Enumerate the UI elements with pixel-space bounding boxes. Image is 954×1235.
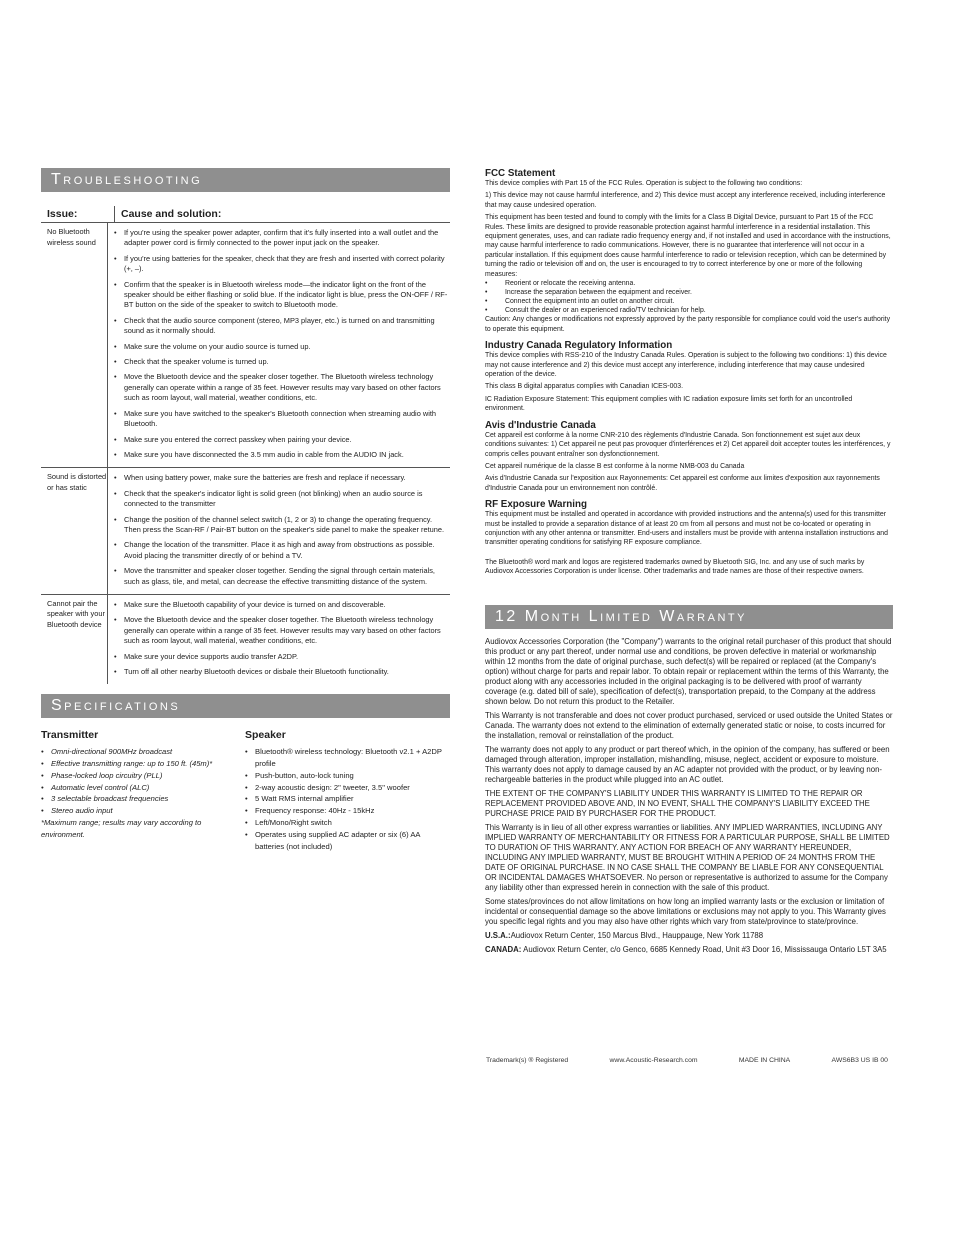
spec-item — [245, 817, 450, 829]
specifications-section — [41, 730, 450, 852]
bullet: • — [485, 289, 488, 297]
solution-text: Make sure your device supports audio transfer A2DP. — [124, 651, 299, 661]
bullet: • — [41, 782, 44, 792]
bullet: • — [114, 667, 117, 676]
solution-item — [114, 357, 450, 367]
solutions-cell — [108, 595, 450, 684]
solution-item — [114, 489, 450, 510]
bullet: • — [41, 759, 44, 768]
troubleshooting-row — [41, 468, 450, 595]
solution-text: Make sure the Bluetooth capability of your device is turned on and discoverable. — [124, 599, 386, 609]
spec-text: Left/Mono/Right switch — [255, 817, 332, 827]
solution-text: When using battery power, make sure the batteries are fresh and replace if necessary. — [124, 473, 406, 483]
industry-canada-text: This class B digital apparatus complies with Canadian ICES-003. — [485, 383, 684, 391]
solutions-cell — [108, 468, 450, 594]
bullet: • — [114, 566, 117, 576]
fcc-measures-list — [485, 279, 893, 315]
warranty-paragraph: THE EXTENT OF THE COMPANY'S LIABILITY UNDER THIS WARRANTY IS LIMITED TO THE REPAIR OR REPLACEMENT PROVIDED ABOVE AND, IN NO EVENT, SHALL THE COMPANY'S LIABILITY EXCEED THE PURCHASE PRICE PAID BY PURCHASER FOR THE PRODUCT. — [485, 788, 870, 818]
bullet: • — [41, 806, 44, 816]
industry-canada-text: IC Radiation Exposure Statement: This equipment complies with IC radiation exposure limits set forth for an uncontrolled environment. — [485, 395, 853, 413]
solution-text: Change the position of the channel select switch (1, 2 or 3) to change the operating frequency. Then press the Scan-RF / Pair-BT button on the speaker's side panel to make the speaker retune. — [124, 514, 445, 534]
bullet: • — [114, 434, 117, 444]
troubleshooting-row — [41, 595, 450, 684]
avis-heading: Avis d'Industrie Canada — [485, 419, 596, 431]
fcc-caution: Caution: Any changes or modifications not expressly approved by the party responsible for compliance could void the user's authority to operate this equipment. — [485, 316, 891, 333]
rf-heading: RF Exposure Warning — [485, 499, 587, 511]
industry-canada-heading: Industry Canada Regulatory Information — [485, 340, 673, 352]
warranty-banner: 12 Month Limited Warranty — [485, 605, 893, 629]
troubleshooting-table-header — [41, 206, 450, 223]
solution-text: Make sure you have switched to the speaker's Bluetooth connection when streaming audio with Bluetooth. — [124, 408, 436, 429]
bullet: • — [114, 228, 117, 237]
bullet: • — [114, 599, 117, 609]
warranty-paragraph: Audiovox Accessories Corporation (the "Company") warrants to the original retail purchaser of this product that should this product or any part thereof, under normal use and conditions, be proven defective in material or workmanship within 12 months from the date of original purchase, such defect(s) will be repaired or replaced (at the Company's option) without charge for parts and repair labor. To obtain repair or replacement within the terms of this Warranty, the product along with any accessories included in the original packaging is to be delivered with proof of warranty coverage (e.g. dated bill of sale), specification of defect(s), transportation prepaid, to the Company at the address shown below. Do not return this product to the Retailer. — [485, 636, 892, 706]
bullet: • — [485, 280, 488, 288]
bullet: • — [245, 782, 248, 792]
spec-item — [41, 793, 245, 805]
bullet: • — [114, 279, 117, 289]
spec-item — [41, 805, 245, 817]
canada-address-text: Audiovox Return Center, c/o Genco, 6685 Kennedy Road, Unit #3 Door 16, Mississauga Ontario L5T 3A5 — [521, 944, 887, 954]
speaker-list — [245, 746, 450, 852]
bullet: • — [245, 794, 248, 804]
trademark-text: The Bluetooth® word mark and logos are registered trademarks owned by Bluetooth SIG, Inc. and any use of such marks by Audiovox Accessories Corporation is under license. Other trademarks and trade names are those of their respective owners. — [485, 558, 865, 576]
usa-label: U.S.A.: — [485, 930, 511, 940]
avis-text: Cet appareil numérique de la classe B est conforme à la norme NMB-003 du Canada — [485, 462, 745, 470]
solution-text: Check that the speaker's indicator light is solid green (not blinking) when an audio source is connected to the transmitter — [124, 488, 423, 509]
warranty-paragraph: This Warranty is not transferable and does not cover product purchased, serviced or used outside the United States or Canada. The warranty does not extend to the elimination of externally generated static or noise, to costs incurred for the installation, removal or reinstallation of the product. — [485, 710, 893, 740]
bullet: • — [114, 651, 117, 661]
bullet: • — [114, 540, 117, 550]
footer-trademark: Trademark(s) ® Registered — [486, 1057, 569, 1064]
solution-item — [114, 515, 450, 536]
spec-text: Bluetooth® wireless technology: Bluetooth v2.1 + A2DP profile — [255, 747, 442, 768]
solution-text: Change the location of the transmitter. Place it as high and away from obstructions as possible. Avoid placing the transmitter directly of or behind a TV. — [124, 540, 435, 560]
fcc-measure — [485, 279, 893, 288]
bullet: • — [485, 298, 488, 306]
spec-text: Operates using supplied AC adapter or six (6) AA batteries (not included) — [255, 829, 421, 851]
spec-item — [41, 782, 245, 794]
left-column — [41, 168, 450, 852]
right-column — [485, 168, 893, 959]
warranty-paragraph: The warranty does not apply to any product or part thereof which, in the opinion of the company, has suffered or been damaged through alteration, improper installation, mishandling, misuse, neglect, accident or exposure to moisture. This warranty does not apply to damage caused by an AC adapter not provided with the product, or by leaving non-rechargeable batteries in the product while plugged into an AC outlet. — [485, 744, 890, 784]
bullet: • — [114, 473, 117, 483]
bullet: • — [245, 817, 248, 827]
solution-item — [114, 280, 450, 311]
solution-item — [114, 372, 450, 403]
spec-text: Push-button, auto-lock tuning — [255, 770, 354, 780]
solution-text: Confirm that the speaker is in Bluetooth wireless mode—the indicator light on the front of the speaker should be either flashing or solid blue. If the indicator light is blue, press the ON-OFF / RF-BT button on the side of the speaker to switch to Bluetooth mode. — [124, 279, 448, 310]
usa-address-text: Audiovox Return Center, 150 Marcus Blvd., Hauppauge, New York 11788 — [510, 930, 764, 940]
fcc-measure — [485, 306, 893, 315]
fcc-text: This device complies with Part 15 of the FCC Rules. Operation is subject to the following two conditions: — [485, 180, 803, 187]
transmitter-specs — [41, 730, 245, 852]
bullet: • — [245, 747, 248, 757]
warranty-body — [485, 637, 893, 927]
transmitter-note: *Maximum range; results may vary according to environment. — [41, 817, 202, 839]
spec-text: 3 selectable broadcast frequencies — [51, 794, 169, 804]
fcc-measure-text: Connect the equipment into an outlet on another circuit. — [505, 298, 675, 306]
spec-text: Phase-locked loop circuitry (PLL) — [51, 770, 163, 780]
solution-text: Make sure you entered the correct passkey when pairing your device. — [124, 434, 352, 444]
spec-item — [245, 805, 450, 817]
spec-item — [245, 746, 450, 770]
fcc-text: 1) This device may not cause harmful interference, and 2) This device must accept any interference received, including interference that may cause undesired operation. — [485, 192, 886, 209]
fcc-text: This equipment has been tested and found to comply with the limits for a Class B Digital Device, pursuant to Part 15 of the FCC Rules. These limits are designed to provide reasonable protection against harmful interference in a residential installation. This equipment generates, uses, and can radiate radio frequency energy and, if not installed and used in accordance with the instructions, may cause harmful interference to radio communications. However, there is no guarantee that interference will not occur in a particular installation. If this equipment does cause harmful interference to radio or television reception, which can be determined by turning the radio or television off and on, the user is encouraged to try to correct interference by one or more of the following measures: — [485, 214, 891, 278]
solution-item — [114, 316, 450, 337]
issue-cell: Sound is distorted or has static — [41, 468, 108, 594]
bullet: • — [114, 372, 117, 382]
troubleshooting-row — [41, 223, 450, 468]
spec-text: 5 Watt RMS internal amplifier — [255, 794, 354, 804]
spec-item — [245, 770, 450, 782]
bullet: • — [114, 514, 117, 524]
fcc-measure-text: Consult the dealer or an experienced radio/TV technician for help. — [505, 307, 706, 315]
fcc-measure — [485, 288, 893, 297]
spec-item — [41, 770, 245, 782]
transmitter-list — [41, 746, 245, 817]
canada-label: CANADA: — [485, 944, 522, 954]
warranty-paragraph: This Warranty is in lieu of all other express warranties or liabilities. ANY IMPLIED WARRANTIES, INCLUDING ANY IMPLIED WARRANTY OF MERCHANTABILITY OR FITNESS FOR A PARTICULAR PURPOSE, SHALL BE LIMITED TO DURATION OF THIS WARRANTY. ANY ACTION FOR BREACH OF ANY WARRANTY HEREUNDER, INCLUDING ANY IMPLIED WARRANTY, MUST BE BROUGHT WITHIN A PERIOD OF 24 MONTHS FROM THE DATE OF ORIGINAL PURCHASE. IN NO CASE SHALL THE COMPANY BE LIABLE FOR ANY CONSEQUENTIAL OR INCIDENTAL DAMAGES WHATSOEVER. No person or representative is authorized to assume for the Company any liability other than expressed herein in connection with the sale of this product. — [485, 822, 890, 892]
speaker-heading: Speaker — [245, 729, 286, 742]
solution-text: Move the transmitter and speaker closer together. Sending the signal through certain materials, such as glass, tile, and metal, can decrease the effective transmitting distance of the system. — [124, 566, 435, 586]
bullet: • — [114, 357, 117, 367]
footer-made-in: MADE IN CHINA — [738, 1057, 791, 1064]
solution-item — [114, 652, 450, 662]
bullet: • — [41, 770, 44, 780]
solution-text: Check that the speaker volume is turned up. — [124, 357, 269, 367]
solution-item — [114, 540, 450, 561]
cause-column-header: Cause and solution: — [121, 208, 222, 220]
bullet: • — [245, 829, 248, 839]
solution-text: Turn off all other nearby Bluetooth devices or disbale their Bluetooth functionality. — [124, 667, 389, 676]
solution-item — [114, 228, 450, 249]
avis-text: Cet appareil est conforme à la norme CNR-210 des règlements d'Industrie Canada. Son fonctionnement est sujet aux deux conditions suivantes: 1) Cet appareil ne peut pas provoquer d'interférences et 2) Cet appareil doit accepter toutes les interférences, y compris celles pouvant entraîner son dysfonctionnement. — [485, 431, 891, 458]
fcc-measure — [485, 297, 893, 306]
solution-item — [114, 409, 450, 430]
bullet: • — [245, 770, 248, 780]
bullet: • — [114, 449, 117, 459]
solution-text: Move the Bluetooth device and the speaker closer together. The Bluetooth wireless technology generally can operate within a range of 35 feet. However results may vary based on other factors such as room layout, wall material, weather conditions, etc. — [124, 372, 441, 403]
bullet: • — [114, 341, 117, 351]
bullet: • — [114, 488, 117, 498]
solution-item — [114, 254, 450, 275]
issue-cell: No Bluetooth wireless sound — [41, 223, 108, 467]
solution-text: Make sure the volume on your audio source is turned up. — [124, 341, 311, 351]
spec-item — [245, 782, 450, 794]
warranty-paragraph: Some states/provinces do not allow limitations on how long an implied warranty lasts or the exclusion or limitation of incidental or consequential damage so the above limitations or exclusions may not apply to you. This Warranty gives you specific legal rights and you may also have other rights which vary from state/province to state/province. — [485, 896, 886, 926]
spec-text: Automatic level control (ALC) — [51, 782, 150, 792]
specifications-banner: Specifications — [41, 694, 450, 718]
solutions-cell — [108, 223, 450, 467]
footer — [486, 1057, 888, 1064]
spec-text: Omni-directional 900MHz broadcast — [51, 747, 173, 757]
bullet: • — [114, 253, 117, 263]
bullet: • — [114, 408, 117, 418]
solution-item — [114, 667, 450, 677]
solution-item — [114, 473, 450, 483]
solution-item — [114, 450, 450, 460]
spec-item — [245, 829, 450, 853]
solution-text: Make sure you have disconnected the 3.5 mm audio in cable from the AUDIO IN jack. — [124, 449, 404, 459]
bullet: • — [41, 747, 44, 757]
fcc-measure-text: Increase the separation between the equipment and receiver. — [505, 289, 692, 297]
issue-column-header: Issue: — [41, 206, 115, 222]
bullet: • — [114, 615, 117, 625]
solution-text: Move the Bluetooth device and the speaker closer together. The Bluetooth wireless technology generally can operate within a range of 35 feet. However results may vary based on other factors such as room layout, wall material, weather conditions, etc. — [124, 615, 441, 646]
solution-item — [114, 600, 450, 610]
spec-text: 2-way acoustic design: 2" tweeter, 3.5" woofer — [255, 782, 410, 792]
solution-text: If you're using the speaker power adapter, confirm that it's fully inserted into a wall outlet and the adapter power cord is firmly connected to the power input jack on the speaker. — [124, 228, 439, 248]
solution-text: If you're using batteries for the speaker, check that they are fresh and inserted with correct polarity (+, –). — [124, 253, 445, 274]
spec-item — [41, 758, 245, 770]
spec-text: Frequency response: 40Hz - 15kHz — [255, 806, 375, 816]
industry-canada-text: This device complies with RSS-210 of the Industry Canada Rules. Operation is subject to the following two conditions: 1) this device may not cause interference and 2) this device must accept any interference, including interference that may cause undesired operation of the device. — [485, 352, 887, 379]
solution-text: Check that the audio source component (stereo, MP3 player, etc.) is turned on and transmitting sound as it normally should. — [124, 315, 435, 336]
issue-cell: Cannot pair the speaker with your Bluetooth device — [41, 595, 108, 684]
spec-text: Stereo audio input — [51, 806, 113, 816]
canada-address — [485, 945, 893, 955]
bullet: • — [485, 307, 488, 315]
bullet: • — [41, 794, 44, 804]
footer-website: www.Acoustic-Research.com — [609, 1057, 698, 1064]
bullet: • — [114, 315, 117, 325]
spec-item — [41, 746, 245, 758]
rf-text: This equipment must be installed and operated in accordance with provided instructions and the antenna(s) used for this transmitter must be installed to provide a separation distance of at least 20 cm from all persons and must not be co-located or operating in conjunction with any other antenna or transmitter. End-users and installers must be provide with antenna installation instructions and transmitter operating conditions for satisfying RF exposure compliance. — [485, 511, 888, 547]
avis-text: Avis d'Industrie Canada sur l'exposition aux Rayonnements: Cet appareil est conforme aux limites d'exposition aux rayonnements d'Industrie Canada pour un environnement non contrôlé. — [485, 475, 880, 492]
troubleshooting-banner: Troubleshooting — [41, 168, 450, 192]
troubleshooting-table-body — [41, 223, 450, 684]
solution-item — [114, 435, 450, 445]
transmitter-heading: Transmitter — [41, 729, 99, 742]
bullet: • — [245, 806, 248, 816]
usa-address — [485, 931, 893, 941]
solution-item — [114, 566, 450, 587]
spec-item — [245, 793, 450, 805]
solution-item — [114, 342, 450, 352]
spec-text: Effective transmitting range: up to 150 ft. (45m)* — [51, 759, 213, 768]
solution-item — [114, 615, 450, 646]
footer-code: AWS6B3 US IB 00 — [831, 1057, 888, 1064]
fcc-measure-text: Reorient or relocate the receiving antenna. — [505, 280, 636, 288]
speaker-specs — [245, 730, 450, 852]
fcc-heading: FCC Statement — [485, 168, 556, 179]
